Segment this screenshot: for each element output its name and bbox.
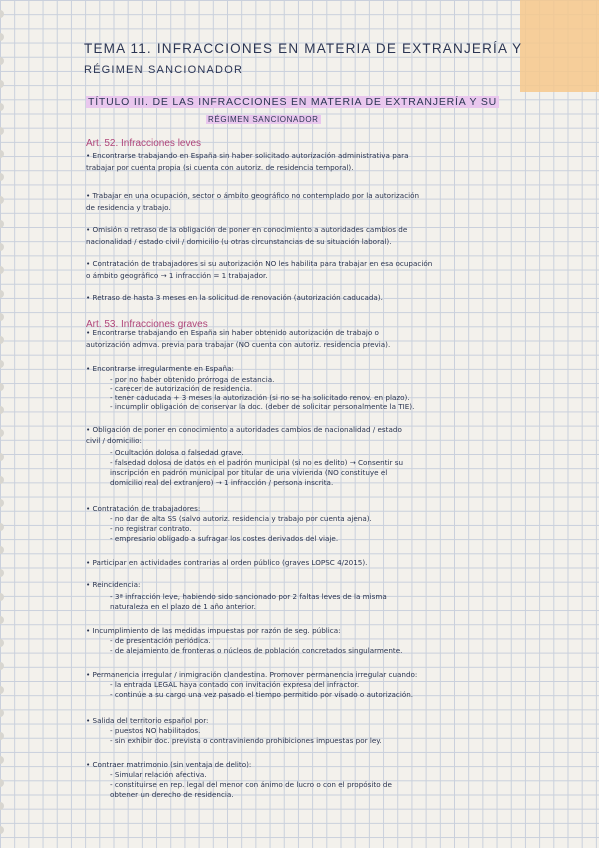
binder-hole [0, 732, 4, 740]
art52-line: • Retraso de hasta 3 meses en la solicitud de renovación (autorización caducada). [86, 294, 383, 302]
art53-line: - carecer de autorización de residencia. [110, 385, 253, 393]
page-title: TEMA 11. INFRACCIONES EN MATERIA DE EXTRANJERÍA Y [84, 41, 523, 56]
art52-line: o ámbito geográfico → 1 infracción = 1 trabajador. [86, 272, 268, 280]
art53-line: - continúe a su cargo una vez pasado el tiempo permitido por visado o autorización. [110, 691, 414, 699]
binder-hole [0, 220, 4, 228]
art52-line: • Omisión o retraso de la obligación de poner en conocimiento a autoridades cambios de [86, 226, 408, 234]
art53-line: • Obligación de poner en conocimiento a autoridades cambios de nacionalidad / estado [86, 426, 402, 434]
art53-line: autorización admva. previa para trabajar (NO cuenta con autoriz. residencia previa). [86, 341, 391, 349]
art53-line: • Permanencia irregular / inmigración clandestina. Promover permanencia irregular cuando: [86, 671, 418, 679]
art52-line: • Contratación de trabajadores si su autorización NO les habilita para trabajar en esa ocupación [86, 260, 433, 268]
art53-line: - 3ª infracción leve, habiendo sido sancionado por 2 faltas leves de la misma [110, 593, 387, 601]
binder-hole [0, 360, 4, 368]
binder-hole [0, 593, 4, 601]
art53-line: - la entrada LEGAL haya contado con invitación expresa del infractor. [110, 681, 360, 689]
art53-line: - falsedad dolosa de datos en el padrón municipal (si no es delito) → Consentir su [110, 459, 404, 467]
binder-hole [0, 499, 4, 507]
binder-hole [0, 196, 4, 204]
binder-hole [0, 33, 4, 41]
art53-line: • Contratación de trabajadores: [86, 505, 201, 513]
sticky-tab [520, 0, 599, 92]
art53-line: - de alejamiento de fronteras o núcleos de población concretados singularmente. [110, 647, 403, 655]
art53-line: - de presentación periódica. [110, 637, 211, 645]
binder-hole [0, 383, 4, 391]
binder-hole [0, 150, 4, 158]
binder-hole [0, 476, 4, 484]
binder-hole [0, 639, 4, 647]
binder-hole [0, 336, 4, 344]
binder-hole [0, 313, 4, 321]
art52-line: • Encontrarse trabajando en España sin haber solicitado autorización administrativa para [86, 152, 409, 160]
binder-hole [0, 57, 4, 65]
art53-line: - por no haber obtenido prórroga de estancia. [110, 376, 275, 384]
page-title-line2: RÉGIMEN SANCIONADOR [84, 64, 244, 76]
binder-hole [0, 756, 4, 764]
binder-hole [0, 173, 4, 181]
art53-line: - Ocultación dolosa o falsedad grave. [110, 449, 244, 457]
binder-hole [0, 127, 4, 135]
art52-heading: Art. 52. Infracciones leves [86, 138, 202, 149]
binder-hole [0, 802, 4, 810]
art53-line: - sin exhibir doc. prevista o contraviniendo prohibiciones impuestas por ley. [110, 737, 382, 745]
art52-line: nacionalidad / estado civil / domicilio (u otras circunstancias de su situación laboral). [86, 238, 392, 246]
binder-hole [0, 10, 4, 18]
binder-hole [0, 616, 4, 624]
section-title-line2: RÉGIMEN SANCIONADOR [208, 115, 319, 124]
art53-line: - constituirse en rep. legal del menor con ánimo de lucro o con el propósito de [110, 781, 392, 789]
binder-hole [0, 103, 4, 111]
binder-holes [0, 0, 6, 848]
art53-line: - incumplir obligación de conservar la doc. (deber de solicitar personalmente la TIE). [110, 403, 415, 411]
art53-line: • Contraer matrimonio (sin ventaja de delito): [86, 761, 252, 769]
art53-line: - no registrar contrato. [110, 525, 192, 533]
art53-line: • Participar en actividades contrarias al orden público (graves LOPSC 4/2015). [86, 559, 368, 567]
art53-line: inscripción en padrón municipal por titular de una vivienda (NO constituye el [110, 469, 388, 477]
section-title-text: TÍTULO III. DE LAS INFRACCIONES EN MATERIA DE EXTRANJERÍA Y SU [88, 96, 498, 108]
art53-line: - puestos NO habilitados. [110, 727, 201, 735]
art53-line: obtener un derecho de residencia. [110, 791, 234, 799]
binder-hole [0, 80, 4, 88]
binder-hole [0, 243, 4, 251]
art53-line: • Incumplimiento de las medidas impuestas por razón de seg. pública: [86, 627, 341, 635]
art52-line: • Trabajar en una ocupación, sector o ámbito geográfico no contemplado por la autorización [86, 192, 420, 200]
art53-line: • Salida del territorio español por: [86, 717, 209, 725]
binder-hole [0, 406, 4, 414]
binder-hole [0, 523, 4, 531]
binder-hole [0, 453, 4, 461]
art53-line: • Encontrarse trabajando en España sin haber obtenido autorización de trabajo o [86, 329, 379, 337]
art52-line: de residencia y trabajo. [86, 204, 171, 212]
section-title [86, 96, 499, 108]
art53-line: - Simular relación afectiva. [110, 771, 207, 779]
binder-hole [0, 546, 4, 554]
art53-line: - no dar de alta SS (salvo autoriz. residencia y trabajo por cuenta ajena). [110, 515, 372, 523]
binder-hole [0, 266, 4, 274]
binder-hole [0, 662, 4, 670]
art53-line: domicilio real del extranjero) → 1 infracción / persona inscrita. [110, 479, 334, 487]
art53-line: civil / domicilio: [86, 437, 142, 445]
binder-hole [0, 826, 4, 834]
art53-line: - tener caducada + 3 meses la autorización (si no se ha solicitado renov. en plazo). [110, 394, 410, 402]
binder-hole [0, 686, 4, 694]
art53-line: • Encontrarse irregularmente en España: [86, 365, 234, 373]
binder-hole [0, 429, 4, 437]
art53-heading: Art. 53. Infracciones graves [86, 319, 208, 330]
art53-line: - empresario obligado a sufragar los costes derivados del viaje. [110, 535, 339, 543]
binder-hole [0, 779, 4, 787]
art53-line: • Reincidencia: [86, 581, 141, 589]
binder-hole [0, 290, 4, 298]
art53-line: naturaleza en el plazo de 1 año anterior. [110, 603, 256, 611]
art52-line: trabajar por cuenta propia (si cuenta con autoriz. de residencia temporal). [86, 164, 354, 172]
binder-hole [0, 569, 4, 577]
binder-hole [0, 709, 4, 717]
